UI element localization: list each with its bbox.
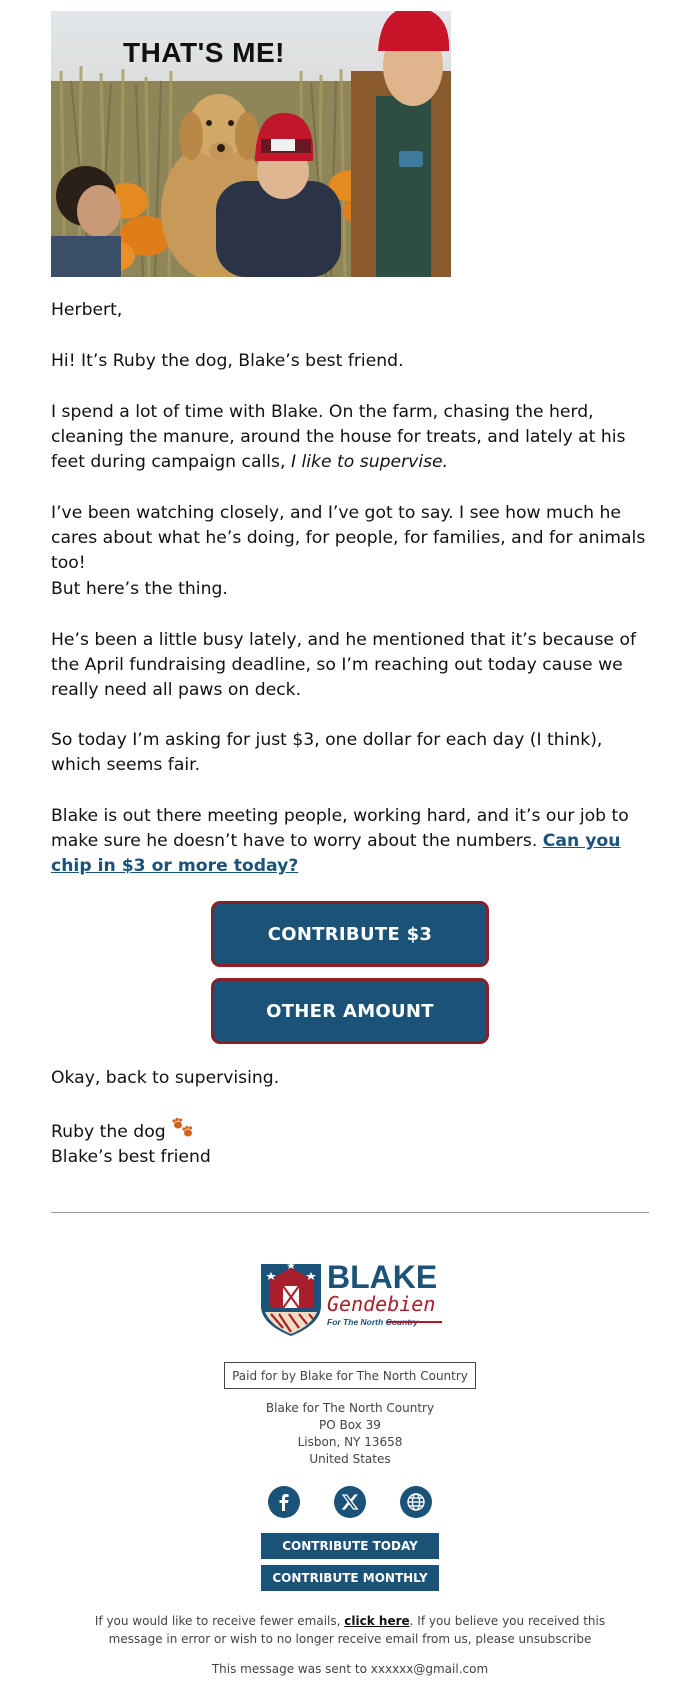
address-line: PO Box 39 — [319, 1418, 381, 1432]
signature — [51, 1117, 651, 1170]
logo-tagline: For The North Country — [327, 1317, 419, 1327]
paragraph-ask: So today I’m asking for just $3, one dollar for each day (I think), which seems fair. — [51, 730, 603, 775]
paragraph-thing: But here’s the thing. — [51, 579, 228, 599]
other-amount-button[interactable]: OTHER AMOUNT — [211, 978, 489, 1044]
paragraph-chip-in — [51, 804, 651, 879]
paragraph-watching: I’ve been watching closely, and I’ve got to say. I see how much he cares about what he’s doing, for people, for families, and for animals too! — [51, 503, 646, 573]
logo-surname: Gendebien — [327, 1292, 436, 1316]
paragraph-intro: Hi! It’s Ruby the dog, Blake’s best friend. — [51, 351, 404, 371]
contribute-3-button[interactable]: CONTRIBUTE $3 — [211, 901, 489, 967]
address-line: United States — [309, 1452, 391, 1466]
address-line: Lisbon, NY 13658 — [297, 1435, 403, 1449]
unsubscribe-notice — [70, 1612, 630, 1648]
paw-prints-icon — [171, 1117, 195, 1139]
logo-name: BLAKE — [327, 1259, 438, 1295]
contribute-today-button[interactable]: CONTRIBUTE TODAY — [261, 1533, 439, 1559]
hero-caption: THAT'S ME! — [123, 37, 286, 68]
x-icon[interactable] — [334, 1486, 366, 1518]
signature-name-line — [51, 1117, 651, 1145]
paragraph-farm-italic: I like to supervise. — [290, 452, 449, 472]
paragraph-deadline: He’s been a little busy lately, and he mentioned that it’s because of the April fundraising deadline, so I’m reaching out today cause we really need all paws on deck. — [51, 630, 637, 700]
signature-name: Ruby the dog — [51, 1122, 166, 1142]
paragraph-closing: Okay, back to supervising. — [51, 1068, 280, 1088]
footer-divider — [51, 1212, 649, 1213]
contribute-monthly-button[interactable]: CONTRIBUTE MONTHLY — [261, 1565, 439, 1591]
barn-shield-logo — [259, 1256, 444, 1336]
paragraph-farm-text: I spend a lot of time with Blake. On the farm, chasing the herd, cleaning the manure, around the house for treats, and lately at his feet during campaign calls, — [51, 402, 626, 472]
x-glyph — [341, 1493, 359, 1511]
notice-text-before: If you would like to receive fewer emails, — [94, 1614, 341, 1628]
address-line: Blake for The North Country — [265, 1401, 435, 1415]
paragraph-chip-in-text: Blake is out there meeting people, working hard, and it’s our job to make sure he doesn’t have to worry about the numbers. — [51, 806, 629, 851]
fewer-emails-link[interactable]: click here — [344, 1614, 410, 1628]
globe-icon[interactable] — [400, 1486, 432, 1518]
globe-glyph — [406, 1492, 426, 1512]
signature-title: Blake’s best friend — [51, 1147, 211, 1167]
hero-photo — [51, 11, 451, 277]
greeting: Herbert, — [51, 300, 123, 320]
notice-text-after: . If you believe you received this message in error or wish to no longer receive email from us, please unsubscribe — [108, 1614, 606, 1646]
facebook-icon[interactable] — [268, 1486, 300, 1518]
sent-to-line: This message was sent to xxxxxx@gmail.com — [211, 1662, 489, 1676]
campaign-logo — [259, 1256, 444, 1336]
mailing-address — [0, 1400, 700, 1468]
paragraph-farm — [51, 400, 651, 475]
chip-in-link[interactable]: Can you chip in $3 or more today? — [51, 831, 621, 876]
facebook-glyph — [274, 1492, 294, 1512]
paid-for-box: Paid for by Blake for The North Country — [224, 1362, 476, 1389]
